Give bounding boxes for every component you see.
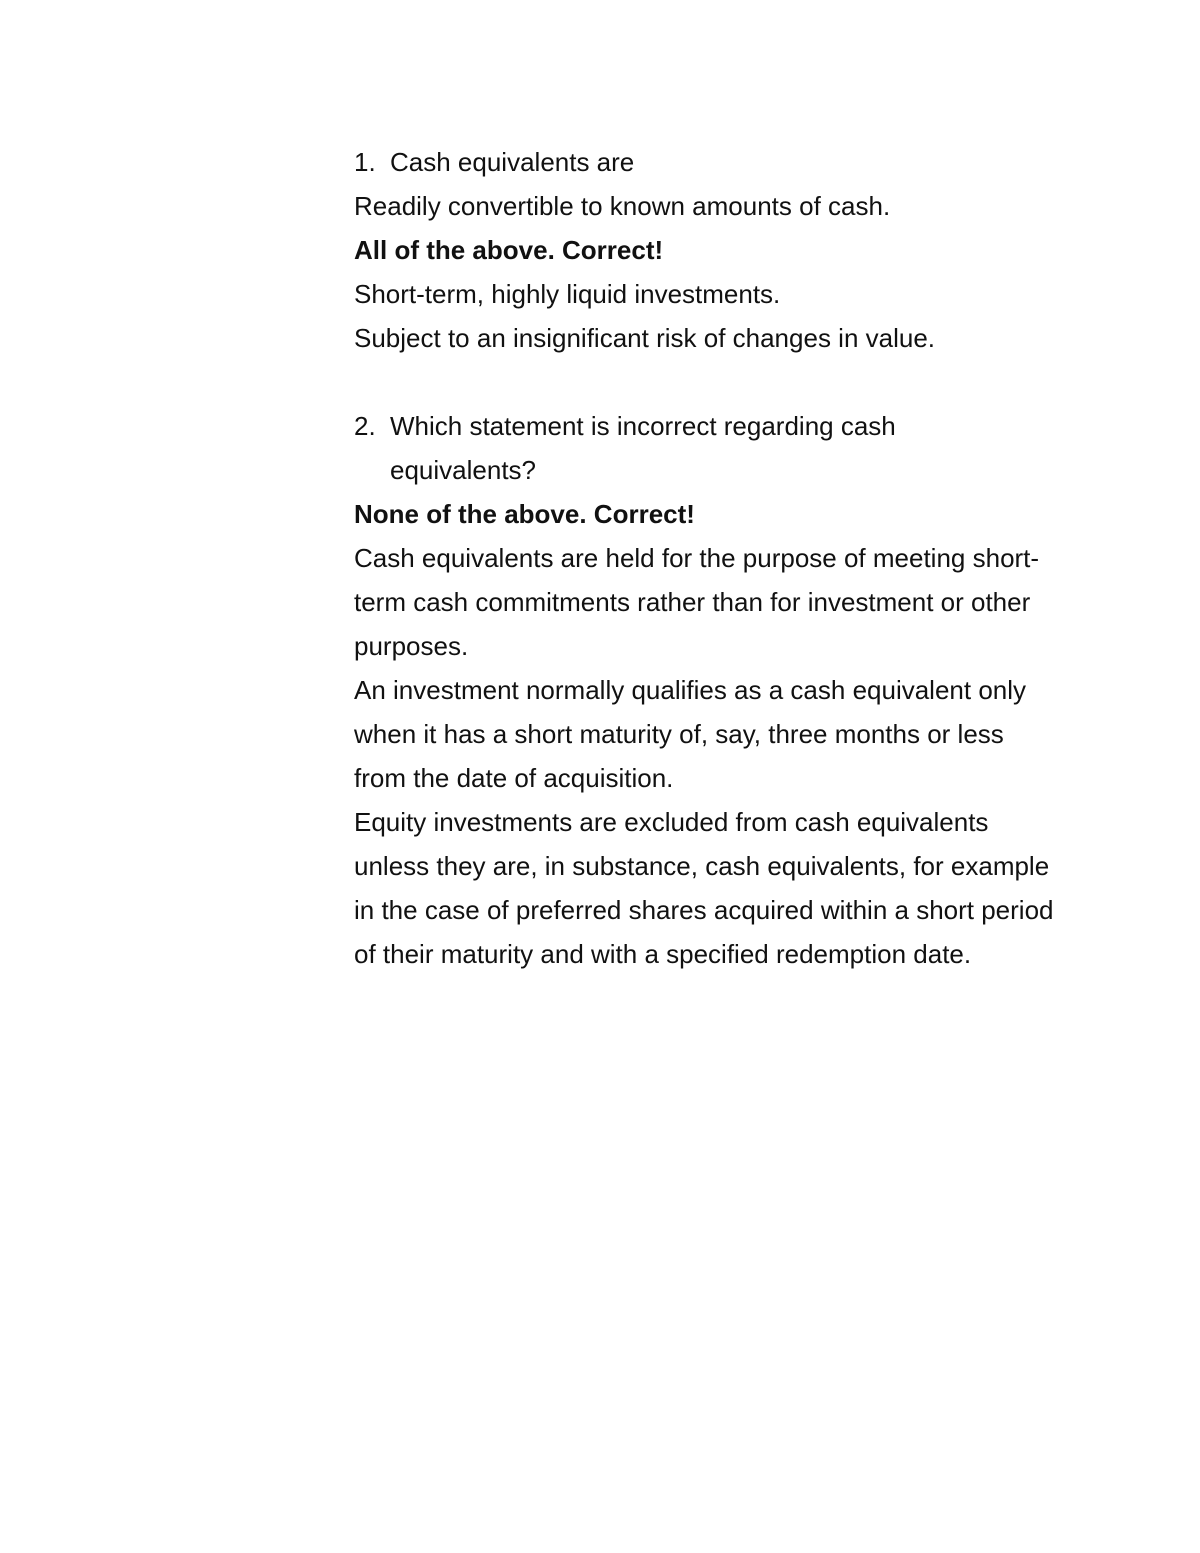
document-content — [354, 140, 1074, 976]
correct-answer-option: All of the above. Correct! — [354, 235, 664, 265]
answer-option: Cash equivalents are held for the purpose of meeting short-term cash commitments rather than for investment or other purposes. — [354, 543, 1040, 661]
answer-option: Short-term, highly liquid investments. — [354, 279, 781, 309]
answer-option: Equity investments are excluded from cash equivalents unless they are, in substance, cash equivalents, for example in the case of preferred shares acquired within a short period of their maturity and with a specified redemption date. — [354, 807, 1054, 969]
question-1 — [354, 140, 1074, 184]
question-2 — [354, 404, 1074, 492]
question-text: Cash equivalents are — [390, 147, 635, 177]
question-text: Which statement is incorrect regarding cash equivalents? — [390, 411, 896, 485]
answer-option: Readily convertible to known amounts of cash. — [354, 191, 891, 221]
question-number: 2. — [354, 411, 376, 441]
question-number: 1. — [354, 147, 376, 177]
answer-option: Subject to an insignificant risk of changes in value. — [354, 323, 936, 353]
answer-option: An investment normally qualifies as a cash equivalent only when it has a short maturity of, say, three months or less from the date of acquisition. — [354, 675, 1027, 793]
correct-answer-option: None of the above. Correct! — [354, 499, 695, 529]
spacer — [354, 360, 1074, 404]
